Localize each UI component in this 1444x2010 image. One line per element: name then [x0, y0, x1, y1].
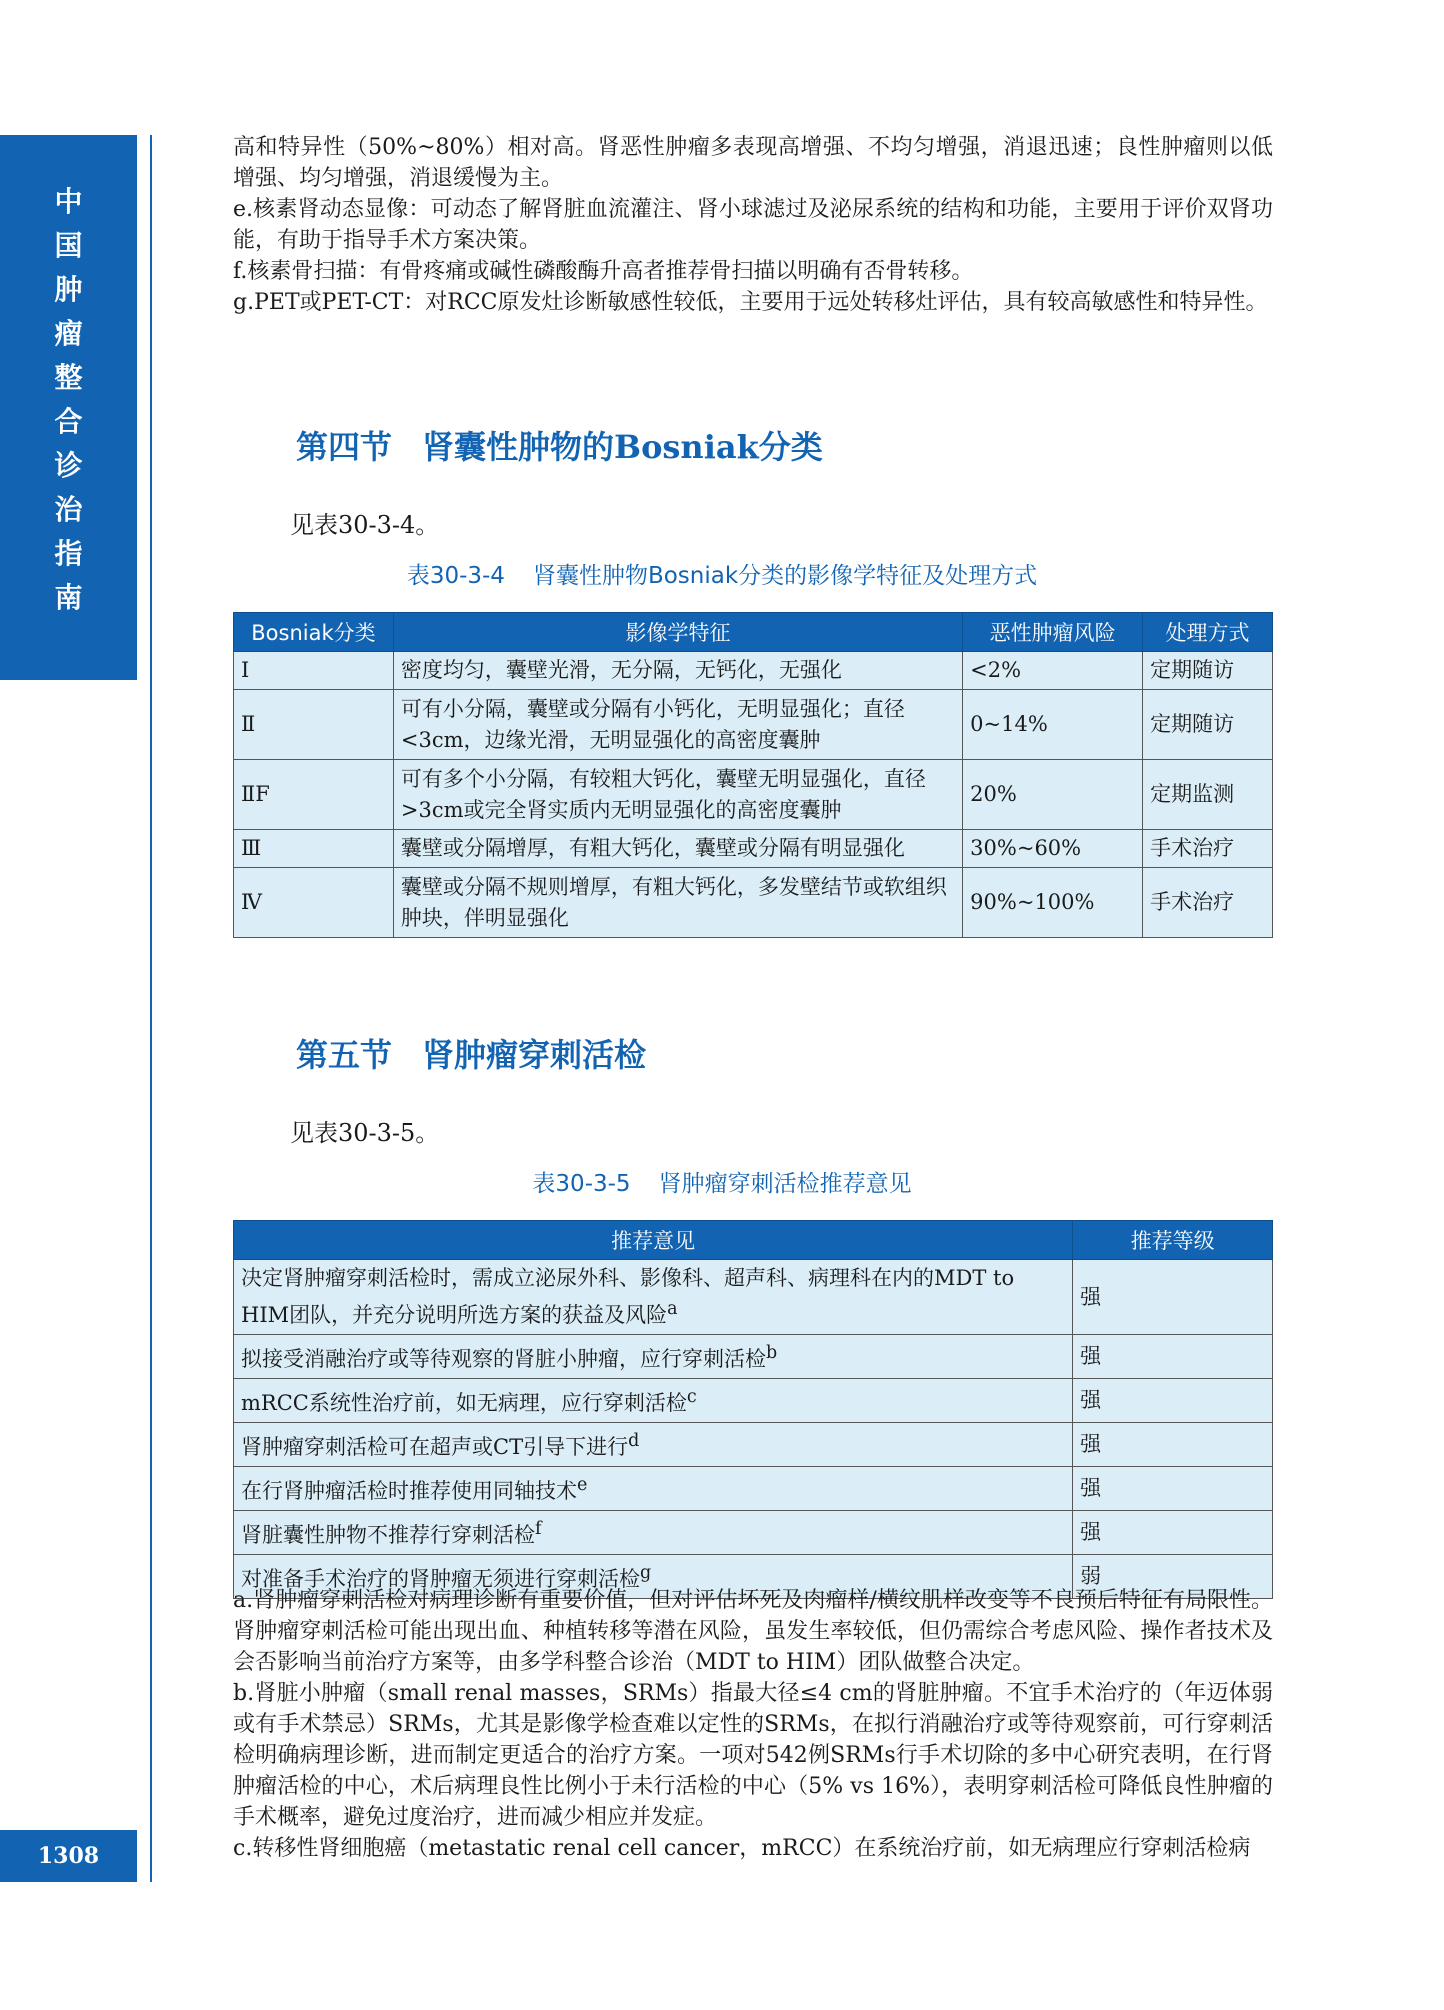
table-row	[234, 1423, 1273, 1467]
table-row	[234, 1379, 1273, 1423]
table-reference: 见表30-3-4。	[290, 511, 440, 539]
paragraph: 高和特异性（50%~80%）相对高。肾恶性肿瘤多表现高增强、不均匀增强，消退迅速；良性肿瘤则以低增强、均匀增强，消退缓慢为主。	[233, 135, 1273, 191]
book-title-char: 诊	[54, 449, 83, 482]
footnote-marker: d	[628, 1431, 640, 1451]
malignancy-risk: <2%	[963, 652, 1143, 690]
bosniak-table	[233, 612, 1273, 938]
table-reference: 见表30-3-5。	[290, 1119, 440, 1147]
malignancy-risk: 30%~60%	[963, 830, 1143, 868]
book-title-char: 指	[54, 537, 83, 570]
section-title: 肾囊性肿物的Bosniak分类	[422, 428, 823, 466]
bosniak-class: ⅡF	[234, 760, 394, 830]
recommendation: 肾脏囊性肿物不推荐行穿刺活检$^f$	[234, 1511, 1073, 1555]
table-header-row	[234, 613, 1273, 652]
table-row	[234, 1511, 1273, 1555]
book-title-char: 国	[54, 229, 83, 262]
book-title-char: 整	[54, 361, 83, 394]
management: 手术治疗	[1143, 868, 1273, 938]
grade: 强	[1073, 1511, 1273, 1555]
table-caption	[0, 557, 1444, 590]
grade: 强	[1073, 1423, 1273, 1467]
column-header: 影像学特征	[393, 613, 962, 652]
section-title: 肾肿瘤穿刺活检	[422, 1036, 647, 1074]
imaging-features: 囊壁或分隔不规则增厚，有粗大钙化，多发壁结节或软组织肿块，伴明显强化	[393, 868, 962, 938]
margin-rule	[150, 135, 152, 1882]
footnote-marker: a	[667, 1299, 678, 1319]
note-paragraph: b.肾脏小肿瘤（small renal masses，SRMs）指最大径≤4 cm的肾脏肿瘤。不宜手术治疗的（年迈体弱或有手术禁忌）SRMs，尤其是影像学检查难以定性的SRMs，在拟行消融治疗或等待观察前，可行穿刺活检明确病理诊断，进而制定更适合的治疗方案。一项对542例SRMs行手术切除的多中心研究表明，在行肾肿瘤活检的中心，术后病理良性比例小于未行活检的中心（5% vs 16%），表明穿刺活检可降低良性肿瘤的手术概率，避免过度治疗，进而减少相应并发症。	[233, 1681, 1273, 1830]
column-header: Bosniak分类	[234, 613, 394, 652]
bosniak-class: Ⅲ	[234, 830, 394, 868]
table-row	[234, 830, 1273, 868]
table-caption	[0, 1165, 1444, 1198]
section-number: 第五节	[296, 1036, 393, 1074]
book-title-char: 合	[54, 405, 83, 438]
management: 定期随访	[1143, 652, 1273, 690]
table-row	[234, 652, 1273, 690]
bosniak-class: Ⅱ	[234, 690, 394, 760]
paragraph: g.PET或PET-CT：对RCC原发灶诊断敏感性较低，主要用于远处转移灶评估，具有较高敏感性和特异性。	[233, 290, 1268, 315]
book-title-char: 南	[54, 581, 83, 614]
recommendation: 对准备手术治疗的肾肿瘤无须进行穿刺活检$^g$	[234, 1555, 1073, 1599]
grade: 弱	[1073, 1555, 1273, 1599]
table-row	[234, 690, 1273, 760]
intro-text	[233, 132, 1273, 318]
table-row	[234, 1260, 1273, 1335]
paragraph: f.核素骨扫描：有骨疼痛或碱性磷酸酶升高者推荐骨扫描以明确有否骨转移。	[233, 259, 974, 284]
table-number: 表30-3-5	[532, 1171, 631, 1197]
table-row	[234, 760, 1273, 830]
column-header: 推荐意见	[234, 1221, 1073, 1260]
book-title-char: 治	[54, 493, 83, 526]
section-number: 第四节	[296, 428, 393, 466]
book-title-vertical	[0, 180, 137, 620]
paragraph: e.核素肾动态显像：可动态了解肾脏血流灌注、肾小球滤过及泌尿系统的结构和功能，主要用于评价双肾功能，有助于指导手术方案决策。	[233, 197, 1273, 253]
table-notes	[233, 1585, 1273, 1864]
recommendation: 肾肿瘤穿刺活检可在超声或CT引导下进行$^d$	[234, 1423, 1073, 1467]
table-title: 肾肿瘤穿刺活检推荐意见	[658, 1171, 912, 1197]
imaging-features: 可有小分隔，囊壁或分隔有小钙化，无明显强化；直径<3cm，边缘光滑，无明显强化的高密度囊肿	[393, 690, 962, 760]
book-title-char: 瘤	[54, 317, 83, 350]
recommendation: mRCC系统性治疗前，如无病理，应行穿刺活检$^c$	[234, 1379, 1073, 1423]
management: 定期监测	[1143, 760, 1273, 830]
section-heading	[296, 1030, 646, 1076]
table-row	[234, 868, 1273, 938]
table-header-row	[234, 1221, 1273, 1260]
malignancy-risk: 90%~100%	[963, 868, 1143, 938]
book-title-char: 肿	[54, 273, 83, 306]
biopsy-table	[233, 1220, 1273, 1599]
footnote-marker: b	[766, 1343, 778, 1363]
note-paragraph: a.肾肿瘤穿刺活检对病理诊断有重要价值，但对评估坏死及肉瘤样/横纹肌样改变等不良预后特征有局限性。肾肿瘤穿刺活检可能出现出血、种植转移等潜在风险，虽发生率较低，但仍需综合考虑风险、操作者技术及会否影响当前治疗方案等，由多学科整合诊治（MDT to HIM）团队做整合决定。	[233, 1588, 1273, 1675]
malignancy-risk: 0~14%	[963, 690, 1143, 760]
bosniak-class: Ⅳ	[234, 868, 394, 938]
management: 手术治疗	[1143, 830, 1273, 868]
footnote-marker: c	[686, 1387, 697, 1407]
recommendation: 拟接受消融治疗或等待观察的肾脏小肿瘤，应行穿刺活检$^b$	[234, 1335, 1073, 1379]
column-header: 恶性肿瘤风险	[963, 613, 1143, 652]
note-paragraph: c.转移性肾细胞癌（metastatic renal cell cancer，mRCC）在系统治疗前，如无病理应行穿刺活检病	[233, 1836, 1251, 1861]
footnote-marker: e	[577, 1475, 588, 1495]
grade: 强	[1073, 1335, 1273, 1379]
grade: 强	[1073, 1260, 1273, 1335]
page-number: 1308	[0, 1830, 137, 1882]
imaging-features: 囊壁或分隔增厚，有粗大钙化，囊壁或分隔有明显强化	[393, 830, 962, 868]
recommendation: 决定肾肿瘤穿刺活检时，需成立泌尿外科、影像科、超声科、病理科在内的MDT to HIM团队，并充分说明所选方案的获益及风险$^a$	[234, 1260, 1073, 1335]
grade: 强	[1073, 1379, 1273, 1423]
section-heading	[296, 422, 823, 468]
malignancy-risk: 20%	[963, 760, 1143, 830]
management: 定期随访	[1143, 690, 1273, 760]
grade: 强	[1073, 1467, 1273, 1511]
imaging-features: 可有多个小分隔，有较粗大钙化，囊壁无明显强化，直径>3cm或完全肾实质内无明显强化的高密度囊肿	[393, 760, 962, 830]
column-header: 处理方式	[1143, 613, 1273, 652]
footnote-marker: g	[640, 1563, 652, 1583]
table-row	[234, 1467, 1273, 1511]
imaging-features: 密度均匀，囊壁光滑，无分隔，无钙化，无强化	[393, 652, 962, 690]
table-number: 表30-3-4	[406, 563, 505, 589]
footnote-marker: f	[535, 1519, 542, 1539]
column-header: 推荐等级	[1073, 1221, 1273, 1260]
table-title: 肾囊性肿物Bosniak分类的影像学特征及处理方式	[532, 563, 1038, 589]
recommendation: 在行肾肿瘤活检时推荐使用同轴技术$^e$	[234, 1467, 1073, 1511]
bosniak-class: Ⅰ	[234, 652, 394, 690]
book-title-char: 中	[54, 185, 83, 218]
table-row	[234, 1335, 1273, 1379]
